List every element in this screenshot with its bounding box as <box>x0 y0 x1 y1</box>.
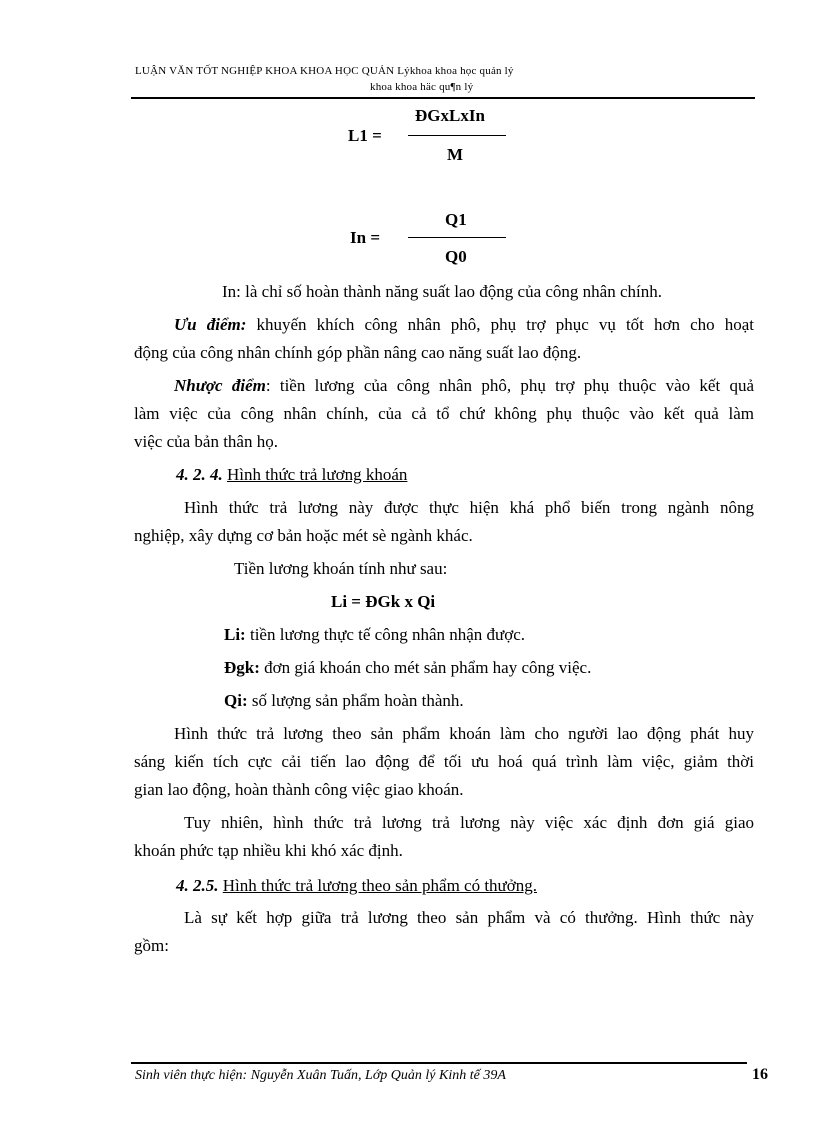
formula-li: Li = ĐGk x Qi <box>331 592 436 611</box>
disadvantage-label: Nhược điểm <box>174 376 266 395</box>
page-number: 16 <box>752 1066 768 1083</box>
formula-in-denominator: Q0 <box>445 247 467 266</box>
disadvantage-line-2: làm việc của công nhân chính, của cả tổ chứ không phụ thuộc vào kết quả làm <box>134 404 754 423</box>
disadvantage-text: : tiền lương của công nhân phô, phụ trợ phụ thuộc vào kết quả <box>265 376 755 395</box>
qi-definition <box>224 691 744 711</box>
qi-text: số lượng sản phẩm hoàn thành. <box>247 691 464 710</box>
qi-label: Qi: <box>224 691 248 710</box>
formula-in-lhs: In = <box>350 228 381 247</box>
li-label: Li: <box>224 625 246 644</box>
advantage-label: Ưu điểm: <box>174 315 247 334</box>
formula-l1-lhs: L1 = <box>348 126 382 145</box>
li-text: tiền lương thực tế công nhân nhận được. <box>245 625 526 644</box>
formula-l1-denominator: M <box>447 145 464 164</box>
section-425-number: 4. 2.5. <box>176 876 219 895</box>
footer-text: Sinh viên thực hiện: Nguyễn Xuân Tuấn, Lớp Quản lý Kinh tế 39A <box>135 1068 506 1083</box>
formula-l1-numerator: ĐGxLxIn <box>415 106 485 125</box>
section-425-heading <box>176 876 756 896</box>
section-424-title: Hình thức trả lương khoán <box>227 465 408 484</box>
formula-in-numerator: Q1 <box>445 210 467 229</box>
disadvantage-line-3: việc của bản thân họ. <box>134 432 278 451</box>
dgk-definition <box>224 658 744 678</box>
para-424-line-2: nghiệp, xây dựng cơ bản hoặc mét sè ngành khác. <box>134 526 473 545</box>
section-424-heading <box>176 465 756 485</box>
running-header-subline: khoa khoa häc qu¶n lý <box>370 81 474 93</box>
para-424-line-1: Hình thức trả lương này được thực hiện khá phổ biến trong ngành nông <box>184 498 754 517</box>
calc-intro: Tiền lương khoán tính như sau: <box>234 559 448 578</box>
para-b-line-1: Tuy nhiên, hình thức trả lương trả lương này việc xác định đơn giá giao <box>184 813 754 832</box>
para-c-line-2: gồm: <box>134 936 169 955</box>
formula-in-fraction-bar <box>408 237 506 238</box>
advantage-text: khuyến khích công nhân phô, phụ trợ phục vụ tốt hơn cho hoạt <box>246 315 755 334</box>
dgk-label: Đgk: <box>224 658 260 677</box>
advantage-line-2: động của công nhân chính góp phần nâng cao năng suất lao động. <box>134 343 582 362</box>
dgk-text: đơn giá khoán cho mét sản phẩm hay công việc. <box>259 658 592 677</box>
para-a-line-3: gian lao động, hoàn thành công việc giao khoán. <box>134 780 464 799</box>
disadvantage-line-1 <box>174 376 754 396</box>
section-425-title: Hình thức trả lương theo sản phẩm có thưởng. <box>222 876 538 895</box>
footer-rule <box>131 1062 747 1064</box>
header-rule <box>131 97 755 99</box>
in-definition: In: là chỉ số hoàn thành năng suất lao động của công nhân chính. <box>222 282 662 301</box>
li-definition <box>224 625 744 645</box>
advantage-line-1 <box>174 315 754 335</box>
formula-l1-fraction-bar <box>408 135 506 136</box>
running-header: LUẬN VĂN TỐT NGHIỆP KHOA KHOA HỌC QUẢN Lýkhoa khoa học quản lý <box>135 65 514 77</box>
para-a-line-1: Hình thức trả lương theo sản phẩm khoán làm cho người lao động phát huy <box>174 724 754 743</box>
section-424-number: 4. 2. 4. <box>176 465 223 484</box>
para-a-line-2: sáng kiến tích cực cải tiến lao động để tối ưu hoá quá trình làm việc, giảm thời <box>134 752 754 771</box>
para-c-line-1: Là sự kết hợp giữa trả lương theo sản phẩm và có thưởng. Hình thức này <box>184 908 754 927</box>
para-b-line-2: khoán phức tạp nhiều khi khó xác định. <box>134 841 403 860</box>
